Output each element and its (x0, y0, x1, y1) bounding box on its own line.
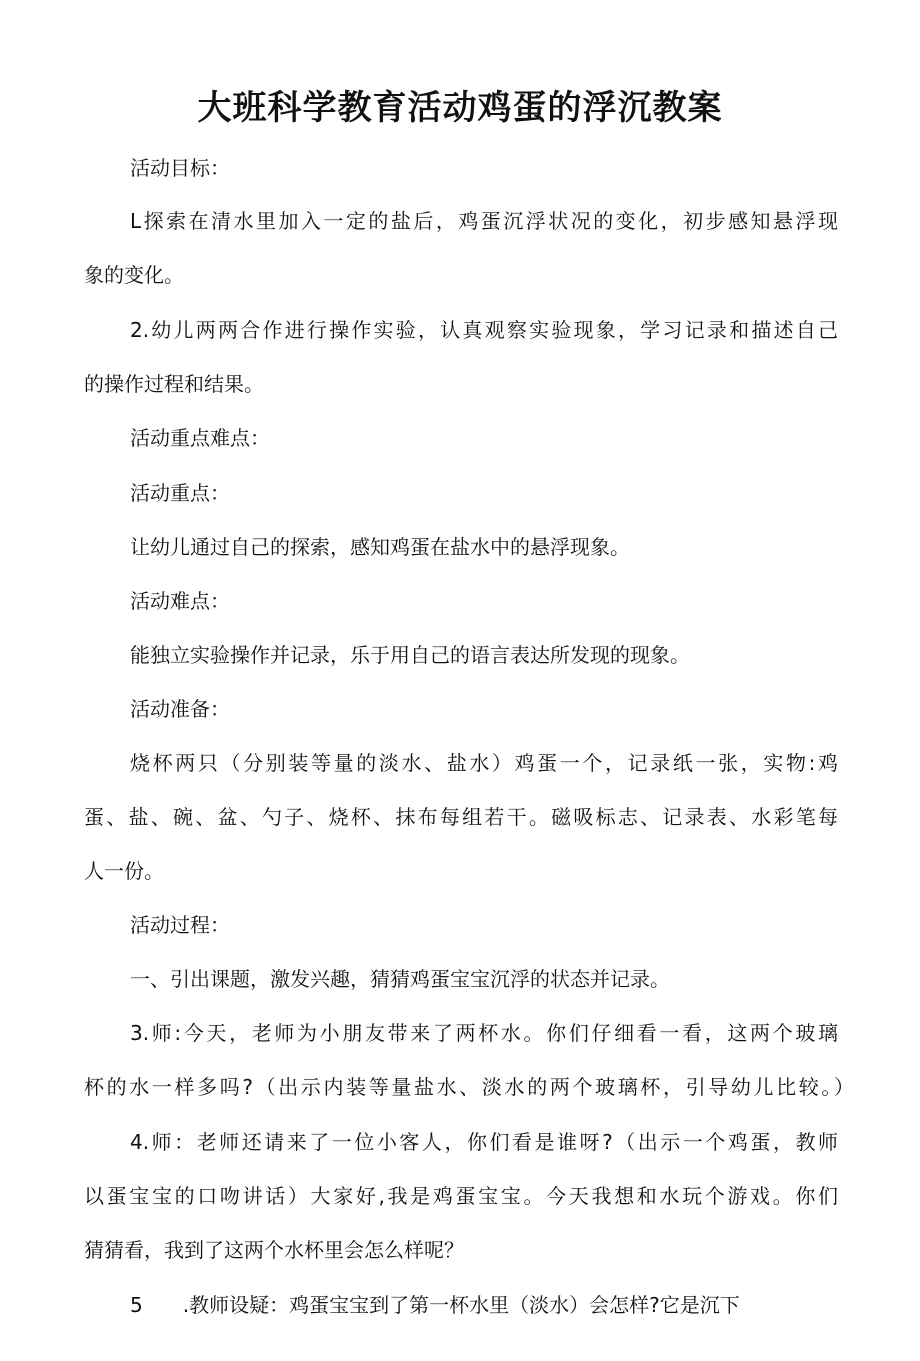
paragraph-line: 一、引出课题，激发兴趣，猜猜鸡蛋宝宝沉浮的状态并记录。 (130, 967, 670, 991)
section-heading-goals: 活动目标： (130, 156, 230, 180)
paragraph-line: 杯的水一样多吗?（出示内装等量盐水、淡水的两个玻璃杯，引导幼儿比较。） (84, 1075, 854, 1099)
subheading-focus: 活动重点： (130, 481, 230, 505)
paragraph-line: L探索在清水里加入一定的盐后，鸡蛋沉浮状况的变化，初步感知悬浮现 (130, 209, 838, 233)
subheading-difficulty: 活动难点： (130, 589, 230, 613)
paragraph-line: 烧杯两只（分别装等量的淡水、盐水）鸡蛋一个，记录纸一张，实物:鸡 (130, 751, 838, 775)
document-title: 大班科学教育活动鸡蛋的浮沉教案 (197, 88, 723, 128)
paragraph-line: 能独立实验操作并记录，乐于用自己的语言表达所发现的现象。 (130, 643, 690, 667)
paragraph-line: 蛋、盐、碗、盆、勺子、烧杯、抹布每组若干。磁吸标志、记录表、水彩笔每 (84, 805, 838, 829)
paragraph-line: 猜猜看，我到了这两个水杯里会怎么样呢？ (84, 1238, 464, 1262)
paragraph-line: 让幼儿通过自己的探索，感知鸡蛋在盐水中的悬浮现象。 (130, 535, 630, 559)
paragraph-line: 2.幼儿两两合作进行操作实验，认真观察实验现象，学习记录和描述自己 (130, 318, 838, 342)
paragraph-line: 3.师:今天，老师为小朋友带来了两杯水。你们仔细看一看，这两个玻璃 (130, 1021, 838, 1045)
paragraph-line: 5 .教师设疑：鸡蛋宝宝到了第一杯水里（淡水）会怎样?它是沉下 (130, 1293, 740, 1317)
section-heading-process: 活动过程： (130, 913, 230, 937)
section-heading-preparation: 活动准备： (130, 697, 230, 721)
paragraph-line: 4.师：老师还请来了一位小客人，你们看是谁呀?（出示一个鸡蛋，教师 (130, 1130, 838, 1154)
paragraph-line: 人一份。 (84, 859, 164, 883)
paragraph-line: 以蛋宝宝的口吻讲话）大家好,我是鸡蛋宝宝。今天我想和水玩个游戏。你们 (84, 1184, 838, 1208)
section-heading-key-points: 活动重点难点： (130, 426, 270, 450)
paragraph-line: 象的变化。 (84, 263, 184, 287)
paragraph-line: 的操作过程和结果。 (84, 372, 264, 396)
